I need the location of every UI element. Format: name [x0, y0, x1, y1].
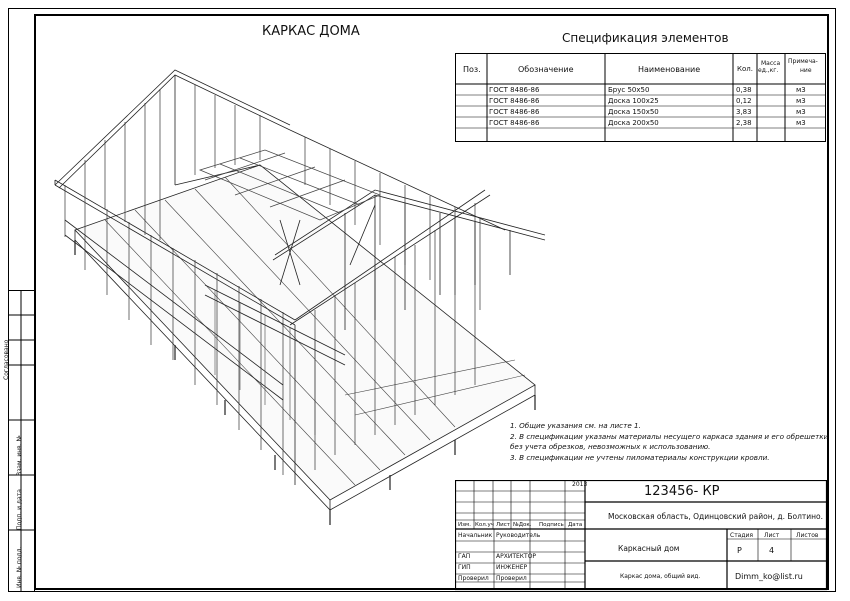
spec-header-mass-1: Масса [761, 60, 781, 67]
stage-label: Стадия [730, 532, 754, 539]
spec-row-4-name: Доска 200x50 [608, 119, 659, 127]
spec-header-note-2: ние [800, 67, 812, 74]
spec-header-pos: Поз. [463, 65, 481, 74]
role-3-name: АРХИТЕКТОР [496, 553, 537, 560]
role-4: ГИП [458, 564, 471, 571]
spec-header-mass-2: ед.,кг. [758, 67, 779, 74]
role-4-name: ИНЖЕНЕР [496, 564, 528, 571]
spec-title: Спецификация элементов [562, 31, 729, 45]
spec-row-2-qty: 0,12 [736, 97, 752, 105]
role-3: ГАП [458, 553, 471, 560]
title-block-year: 2013 [572, 481, 588, 488]
role-5: Проверил [458, 575, 489, 582]
spec-row-1-designation: ГОСТ 8486-86 [489, 86, 540, 94]
role-5-name: Проверил [496, 575, 527, 582]
col-header-ndok: №Док. [513, 522, 532, 528]
sheet-label: Лист [764, 532, 780, 539]
title-block-sheet-content: Каркас дома, общий вид. [620, 573, 701, 580]
spec-row-2-designation: ГОСТ 8486-86 [489, 97, 540, 105]
col-header-izm: Изм. [458, 522, 471, 528]
spec-row-1-name: Брус 50x50 [608, 86, 650, 94]
role-1: Начальник [458, 532, 493, 539]
spec-row-3-name: Доска 150x50 [608, 108, 659, 116]
col-header-list: Лист [496, 522, 510, 528]
note-2: 2. В спецификации указаны материалы несущего каркаса здания и его обрешетки [510, 432, 829, 441]
title-block-email: Dimm_ko@list.ru [735, 572, 803, 581]
side-label-inv-replace: Взам. инв. № [16, 435, 23, 476]
spec-row-4-designation: ГОСТ 8486-86 [489, 119, 540, 127]
note-2-continued: без учета обрезков, невозможных к использованию. [510, 442, 711, 451]
spec-header-designation: Обозначение [518, 65, 574, 74]
note-3: 3. В спецификации не учтены пиломатериалы конструкции кровли. [510, 453, 770, 462]
side-label-inv-orig: Инв. № подл. [16, 546, 23, 588]
side-label-sign-date: Подп. и дата [16, 489, 23, 530]
drawing-title: КАРКАС ДОМА [262, 24, 360, 39]
spec-row-3-unit: м3 [796, 108, 806, 116]
spec-row-4-unit: м3 [796, 119, 806, 127]
spec-header-note-1: Примеча- [788, 58, 818, 65]
sheets-label: Листов [796, 532, 819, 539]
sheet-value: 4 [769, 546, 775, 555]
role-1-name: Руководитель [496, 532, 541, 539]
note-1: 1. Общие указания см. на листе 1. [510, 421, 641, 430]
col-header-podpis: Подпись [539, 522, 564, 528]
col-header-kol: Кол.уч [475, 522, 495, 528]
spec-header-qty: Кол. [737, 65, 753, 73]
title-block-address: Московская область, Одинцовский район, д. Болтино. [608, 512, 824, 521]
stage-value: Р [737, 546, 742, 555]
spec-row-1-unit: м3 [796, 86, 806, 94]
title-block-object-name: Каркасный дом [618, 544, 680, 553]
col-header-data: Дата [568, 522, 583, 528]
spec-row-1-qty: 0,38 [736, 86, 752, 94]
spec-row-3-designation: ГОСТ 8486-86 [489, 108, 540, 116]
spec-row-2-name: Доска 100x25 [608, 97, 659, 105]
title-block-doc-code: 123456- КР [644, 484, 720, 499]
side-label-agreed: Согласовано [3, 339, 10, 380]
spec-row-4-qty: 2,38 [736, 119, 752, 127]
spec-header-name: Наименование [638, 65, 701, 74]
spec-row-3-qty: 3,83 [736, 108, 752, 116]
spec-row-2-unit: м3 [796, 97, 806, 105]
